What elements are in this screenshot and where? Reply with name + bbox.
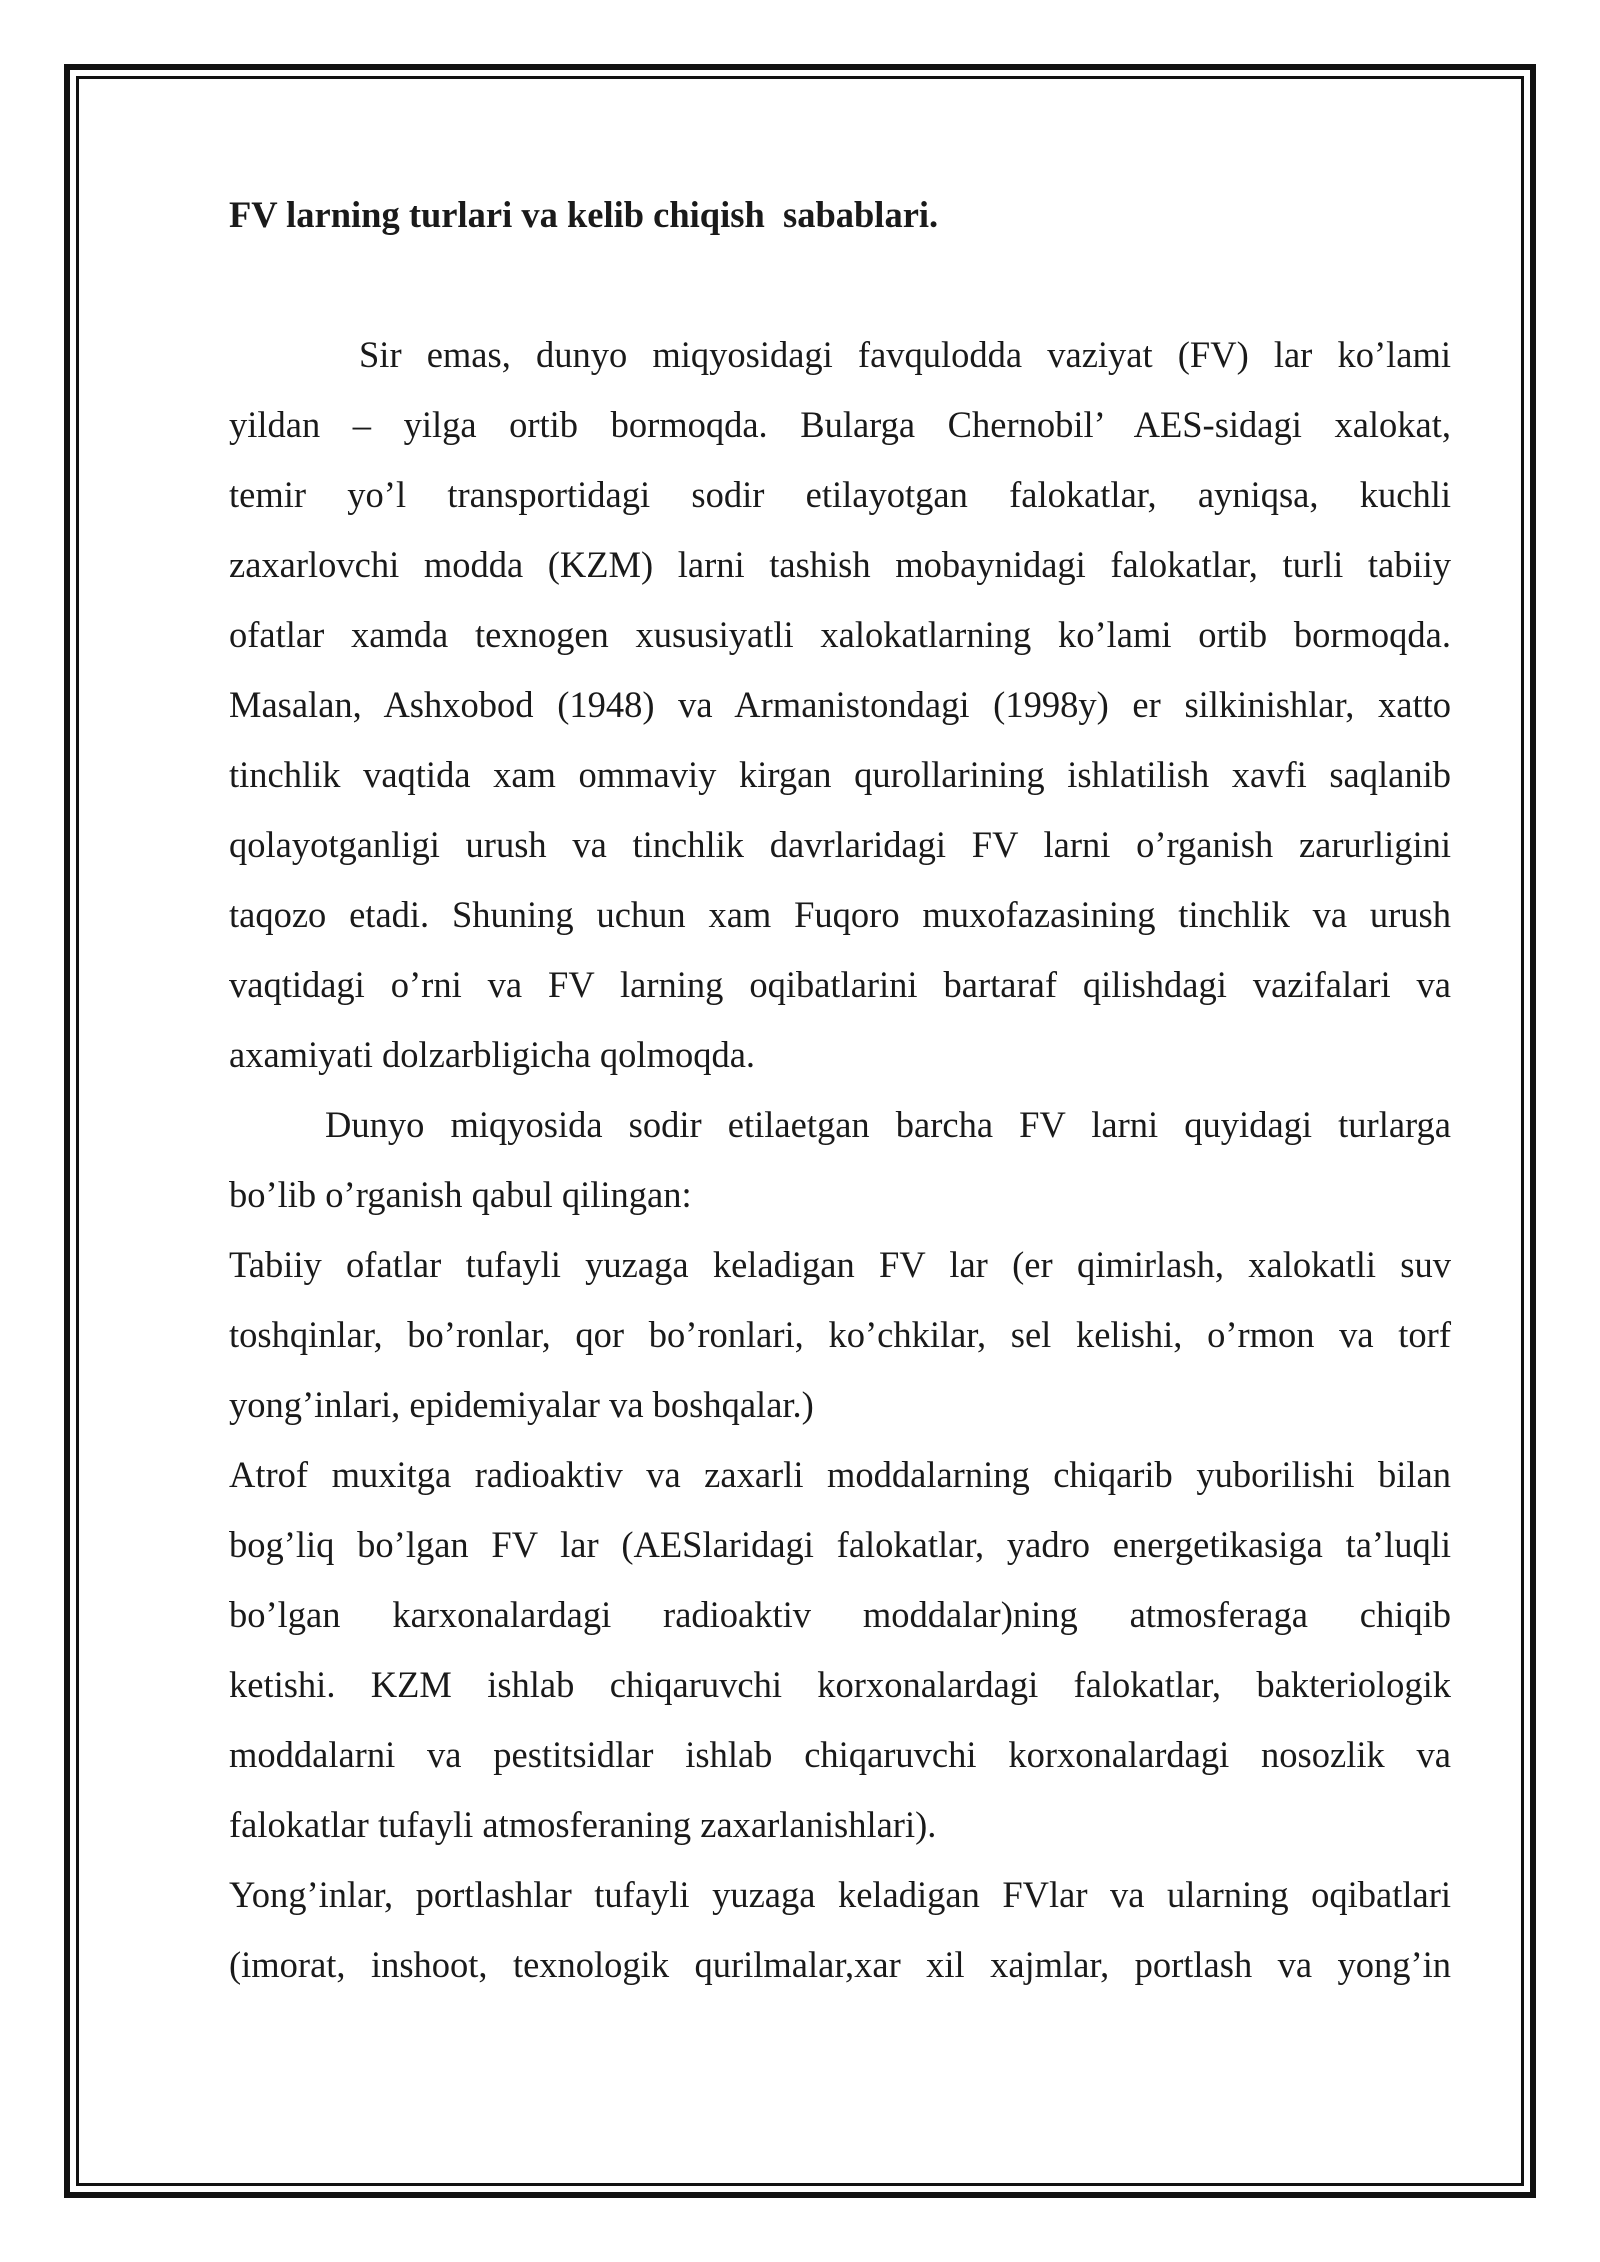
text-line: ketishi. KZM ishlab chiqaruvchi korxonalardagi falokatlar, bakteriologik [229, 1664, 1451, 1705]
text-line: yong’inlari, epidemiyalar va boshqalar.) [229, 1384, 814, 1425]
text-line: yildan – yilga ortib bormoqda. Bularga Chernobil’ AES-sidagi xalokat, [229, 404, 1451, 445]
text-line: Sir emas, dunyo miqyosidagi favqulodda vaziyat (FV) lar ko’lami [359, 334, 1451, 375]
text-line: Atrof muxitga radioaktiv va zaxarli moddalarning chiqarib yuborilishi bilan [229, 1454, 1451, 1495]
text-line: qolayotganligi urush va tinchlik davrlaridagi FV larni o’rganish zarurligini [229, 824, 1451, 865]
text-line: temir yo’l transportidagi sodir etilayotgan falokatlar, ayniqsa, kuchli [229, 474, 1451, 515]
text-line: bog’liq bo’lgan FV lar (AESlaridagi falokatlar, yadro energetikasiga ta’luqli [229, 1524, 1451, 1565]
text-line: bo’lib o’rganish qabul qilingan: [229, 1174, 692, 1215]
paragraph [229, 320, 1451, 1090]
text-line: bo’lgan karxonalardagi radioaktiv moddalar)ning atmosferaga chiqib [229, 1594, 1451, 1635]
paragraph [229, 1860, 1451, 2000]
paragraph-list [229, 320, 1451, 2000]
text-line: tinchlik vaqtida xam ommaviy kirgan qurollarining ishlatilish xavfi saqlanib [229, 754, 1451, 795]
text-line: toshqinlar, bo’ronlar, qor bo’ronlari, ko’chkilar, sel kelishi, o’rmon va torf [229, 1314, 1451, 1355]
text-line: falokatlar tufayli atmosferaning zaxarlanishlari). [229, 1804, 937, 1845]
text-line: Masalan, Ashxobod (1948) va Armanistondagi (1998y) er silkinishlar, xatto [229, 684, 1451, 725]
paragraph [229, 1230, 1451, 1440]
document-title: FV larning turlari va kelib chiqish sabablari. [229, 194, 939, 235]
text-line: Dunyo miqyosida sodir etilaetgan barcha FV larni quyidagi turlarga [325, 1104, 1451, 1145]
paragraph [229, 1090, 1451, 1230]
text-line: Yong’inlar, portlashlar tufayli yuzaga keladigan FVlar va ularning oqibatlari [229, 1874, 1451, 1915]
document-body [229, 180, 1451, 2000]
paragraph [229, 1440, 1451, 1860]
text-line: axamiyati dolzarbligicha qolmoqda. [229, 1034, 756, 1075]
text-line: moddalarni va pestitsidlar ishlab chiqaruvchi korxonalardagi nosozlik va [229, 1734, 1451, 1775]
text-line: (imorat, inshoot, texnologik qurilmalar,xar xil xajmlar, portlash va yong’in [229, 1944, 1451, 1985]
text-line: Tabiiy ofatlar tufayli yuzaga keladigan FV lar (er qimirlash, xalokatli suv [229, 1244, 1451, 1285]
text-line: taqozo etadi. Shuning uchun xam Fuqoro muxofazasining tinchlik va urush [229, 894, 1451, 935]
text-line: ofatlar xamda texnogen xususiyatli xalokatlarning ko’lami ortib bormoqda. [229, 614, 1451, 655]
text-line: zaxarlovchi modda (KZM) larni tashish mobaynidagi falokatlar, turli tabiiy [229, 544, 1451, 585]
text-line: vaqtidagi o’rni va FV larning oqibatlarini bartaraf qilishdagi vazifalari va [229, 964, 1451, 1005]
